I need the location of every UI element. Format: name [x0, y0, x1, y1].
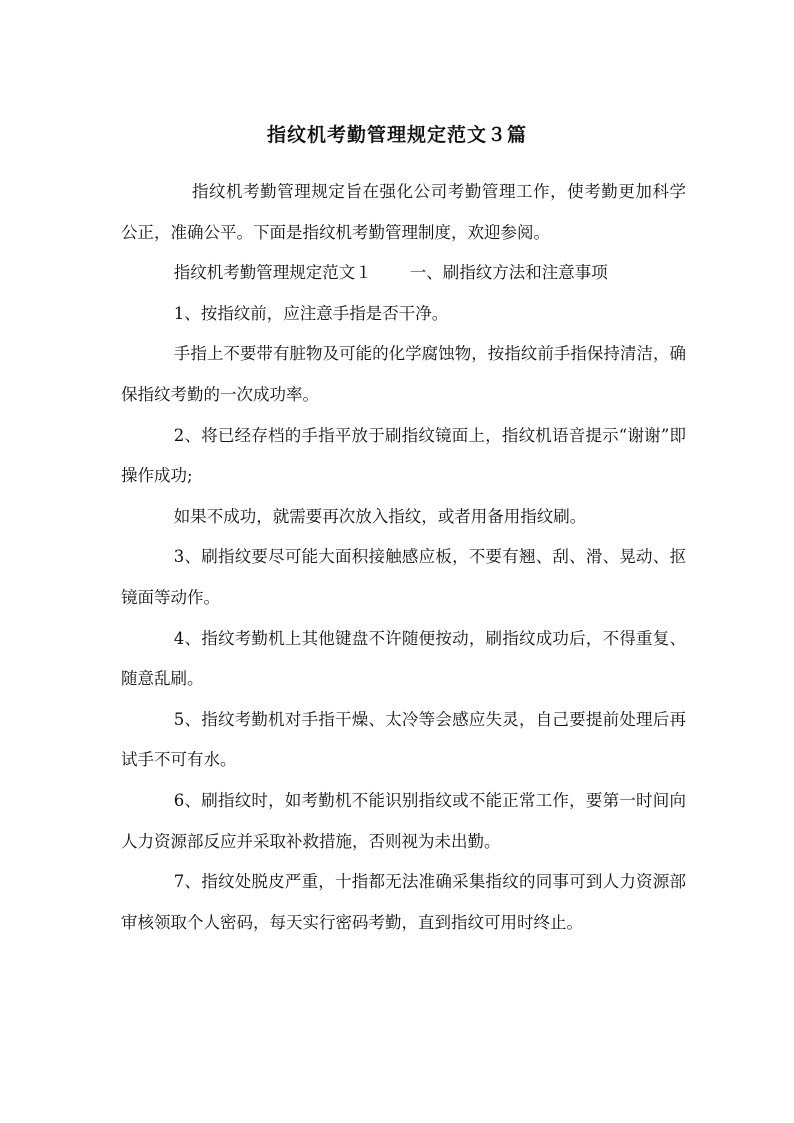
document-title: 指纹机考勤管理规定范文３篇 [266, 124, 527, 146]
paragraph-8: 6、刷指纹时，如考勤机不能识别指纹或不能正常工作，要第一时间向人力资源部反应并采取补救措施，否则视为未出勤。 [121, 790, 686, 851]
paragraph-7: 5、指纹考勤机对手指干燥、太冷等会感应失灵，自己要提前处理后再试手不可有水。 [121, 709, 686, 770]
paragraph-6: 4、指纹考勤机上其他键盘不许随便按动，刷指纹成功后，不得重复、随意乱刷。 [121, 628, 686, 689]
paragraph-1: 1、按指纹前，应注意手指是否干净。 [173, 303, 449, 323]
paragraph-4: 如果不成功，就需要再次放入指纹，或者用备用指纹刷。 [173, 506, 587, 526]
paragraph-2: 手指上不要带有脏物及可能的化学腐蚀物，按指纹前手指保持清洁，确保指纹考勤的一次成功率。 [121, 344, 686, 404]
paragraph-3: 2、将已经存档的手指平放于刷指纹镜面上，指纹机语音提示“谢谢”即操作成功; [121, 425, 686, 486]
intro-paragraph: 指纹机考勤管理规定旨在强化公司考勤管理工作，使考勤更加科学公正，准确公平。下面是指纹机考勤管理制度，欢迎参阅。 [121, 182, 686, 242]
document-body [121, 172, 686, 943]
paragraph-9: 7、指纹处脱皮严重，十指都无法准确采集指纹的同事可到人力资源部审核领取个人密码，每天实行密码考勤，直到指纹可用时终止。 [121, 872, 686, 932]
section-heading [121, 253, 686, 294]
section-subtitle: 一、刷指纹方法和注意事项 [409, 263, 608, 283]
paragraph-5: 3、刷指纹要尽可能大面积接触感应板，不要有翘、刮、滑、晃动、抠镜面等动作。 [121, 547, 686, 607]
section-title: 指纹机考勤管理规定范文１ [173, 263, 372, 283]
